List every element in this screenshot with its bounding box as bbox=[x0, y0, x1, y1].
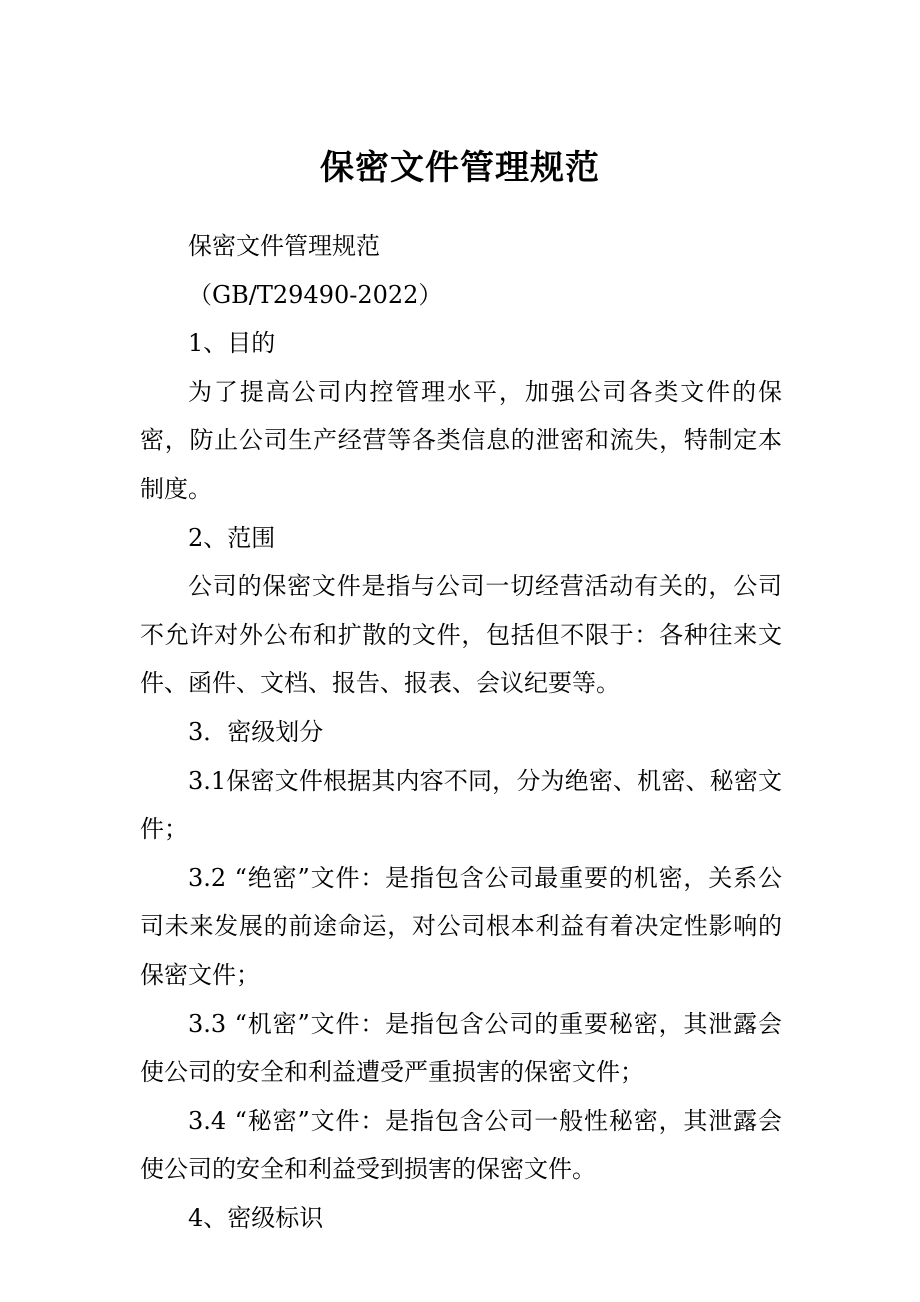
paragraph-3-4: 3.4 “秘密”文件：是指包含公司一般性秘密，其泄露会使公司的安全和利益受到损害的保密文件。 bbox=[140, 1106, 782, 1184]
section-heading-scope: 2、范围 bbox=[188, 523, 276, 552]
section-heading-purpose: 1、目的 bbox=[188, 329, 276, 358]
document-title: 保密文件管理规范 bbox=[320, 148, 600, 188]
paragraph-subtitle: 保密文件管理规范 bbox=[188, 232, 380, 260]
section-heading-marking: 4、密级标识 bbox=[188, 1203, 324, 1232]
paragraph-purpose: 为了提高公司内控管理水平，加强公司各类文件的保密，防止公司生产经营等各类信息的泄密和流失，特制定本制度。 bbox=[140, 377, 782, 503]
section-heading-classification: 3．密级划分 bbox=[188, 717, 324, 746]
paragraph-3-3: 3.3 “机密”文件：是指包含公司的重要秘密，其泄露会使公司的安全和利益遭受严重损害的保密文件； bbox=[140, 1009, 782, 1087]
paragraph-3-2: 3.2 “绝密”文件：是指包含公司最重要的机密，关系公司未来发展的前途命运，对公司根本利益有着决定性影响的保密文件； bbox=[140, 863, 782, 989]
paragraph-scope: 公司的保密文件是指与公司一切经营活动有关的，公司不允许对外公布和扩散的文件，包括但不限于：各种往来文件、函件、文档、报告、报表、会议纪要等。 bbox=[140, 572, 782, 698]
paragraph-standard-code: （GB/T29490-2022） bbox=[188, 280, 443, 309]
paragraph-3-1: 3.1保密文件根据其内容不同，分为绝密、机密、秘密文件； bbox=[140, 766, 782, 844]
document-body bbox=[140, 222, 782, 1242]
